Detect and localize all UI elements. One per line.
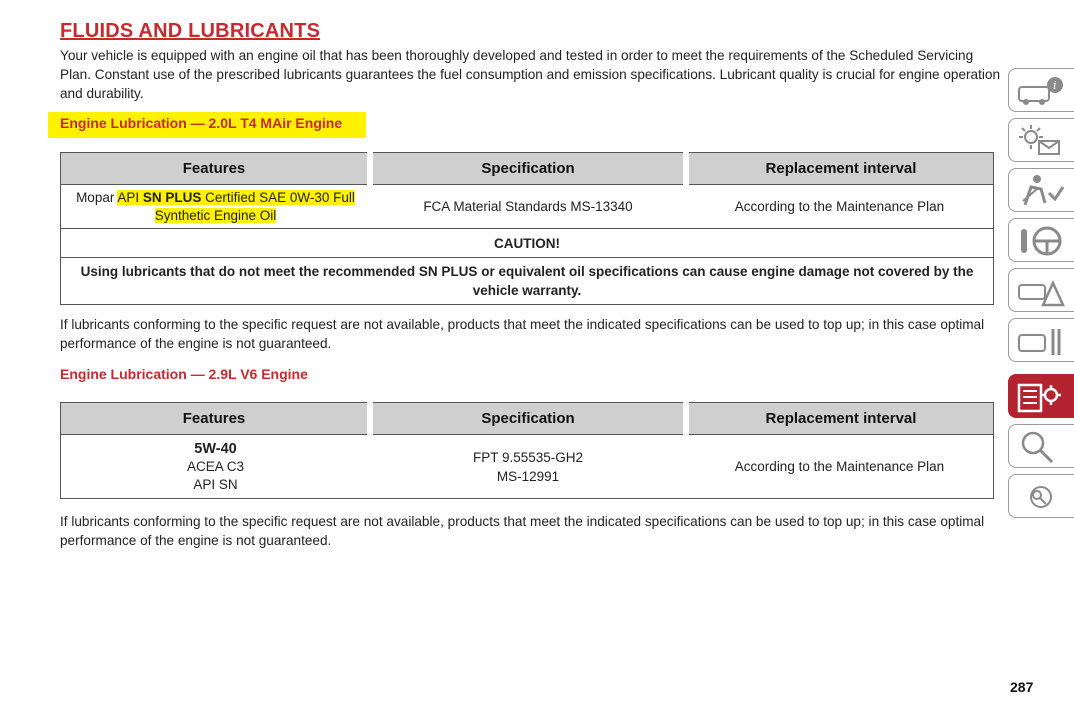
tab-car-info[interactable] xyxy=(1008,68,1074,112)
index-icon xyxy=(1015,479,1067,515)
note-1: If lubricants conforming to the specific request are not available, products that meet the indicated specifications can be used to top up; in this case optimal performance of the engine is not guaranteed. xyxy=(60,317,985,351)
note-2: If lubricants conforming to the specific request are not available, products that meet the indicated specifications can be used to top up; in this case optimal performance of the engine is not guaranteed. xyxy=(60,514,985,548)
technical-data-icon xyxy=(1015,379,1067,415)
feature-oil-desc: Certified SAE 0W-30 Full Synthetic Engine Oil xyxy=(154,189,355,223)
steering-wheel-icon xyxy=(1015,223,1067,259)
interval-cell: According to the Maintenance Plan xyxy=(734,199,945,214)
interval-cell: According to the Maintenance Plan xyxy=(734,459,945,474)
warning-row xyxy=(61,258,994,305)
specification-cell: FCA Material Standards MS-13340 xyxy=(423,199,633,214)
search-icon xyxy=(1015,429,1067,465)
car-info-icon xyxy=(1015,73,1067,109)
table-row xyxy=(61,185,994,229)
header-features: Features xyxy=(61,403,371,435)
svg-text:i: i xyxy=(1053,79,1057,92)
feature-cell xyxy=(61,435,371,499)
engine-lubrication-heading-2-9l: Engine Lubrication — 2.9L V6 Engine xyxy=(60,366,308,382)
warning-lights-icon xyxy=(1015,123,1067,159)
caution-text: Using lubricants that do not meet the recommended SN PLUS or equivalent oil specifications can cause engine damage not covered by the vehicle warranty. xyxy=(61,258,994,305)
spec-line-1: FPT 9.55535-GH2 xyxy=(472,449,584,465)
tab-technical-data[interactable] xyxy=(1008,374,1074,418)
feature-grade: 5W-40 xyxy=(194,440,237,457)
table-header-row xyxy=(61,403,994,435)
tab-search[interactable] xyxy=(1008,424,1074,468)
tab-safety[interactable] xyxy=(1008,168,1074,212)
seat-safety-icon xyxy=(1015,173,1067,209)
tab-steering[interactable] xyxy=(1008,218,1074,262)
header-replacement-interval: Replacement interval xyxy=(686,403,994,435)
table-row xyxy=(61,435,994,499)
tab-warning-lights[interactable] xyxy=(1008,118,1074,162)
lubricant-table-2-0l xyxy=(60,152,994,305)
lubricant-table-2-9l xyxy=(60,402,994,499)
tab-index[interactable] xyxy=(1008,474,1074,518)
spec-line-2: MS-12991 xyxy=(496,468,560,484)
specification-cell xyxy=(370,435,686,499)
maintenance-icon xyxy=(1015,323,1067,359)
feature-acea: ACEA C3 xyxy=(186,458,245,474)
feature-api: API SN xyxy=(193,476,238,492)
feature-api: API xyxy=(117,189,143,205)
header-features: Features xyxy=(61,153,371,185)
emergency-icon xyxy=(1015,273,1067,309)
caution-row xyxy=(61,229,994,258)
feature-prefix: Mopar xyxy=(76,189,118,205)
header-specification: Specification xyxy=(370,403,686,435)
feature-cell xyxy=(61,185,371,229)
table-header-row xyxy=(61,153,994,185)
header-specification: Specification xyxy=(370,153,686,185)
intro-paragraph: Your vehicle is equipped with an engine oil that has been thoroughly developed and tested in order to meet the requirements of the Scheduled Servicing Plan. Constant use of the prescribed lubricants guarantees the fuel consumption and emission specifications. Lubricant quality is crucial for engine operation and durability. xyxy=(60,48,1001,101)
header-replacement-interval: Replacement interval xyxy=(686,153,994,185)
tab-maintenance[interactable] xyxy=(1008,318,1074,362)
section-title: FLUIDS AND LUBRICANTS xyxy=(60,20,321,42)
engine-lubrication-heading-2-0l: Engine Lubrication — 2.0L T4 MAir Engine xyxy=(48,112,366,138)
tab-emergency[interactable] xyxy=(1008,268,1074,312)
caution-label: CAUTION! xyxy=(61,229,994,258)
feature-sn-plus: SN PLUS xyxy=(142,189,202,205)
page-number: 287 xyxy=(1010,679,1034,695)
